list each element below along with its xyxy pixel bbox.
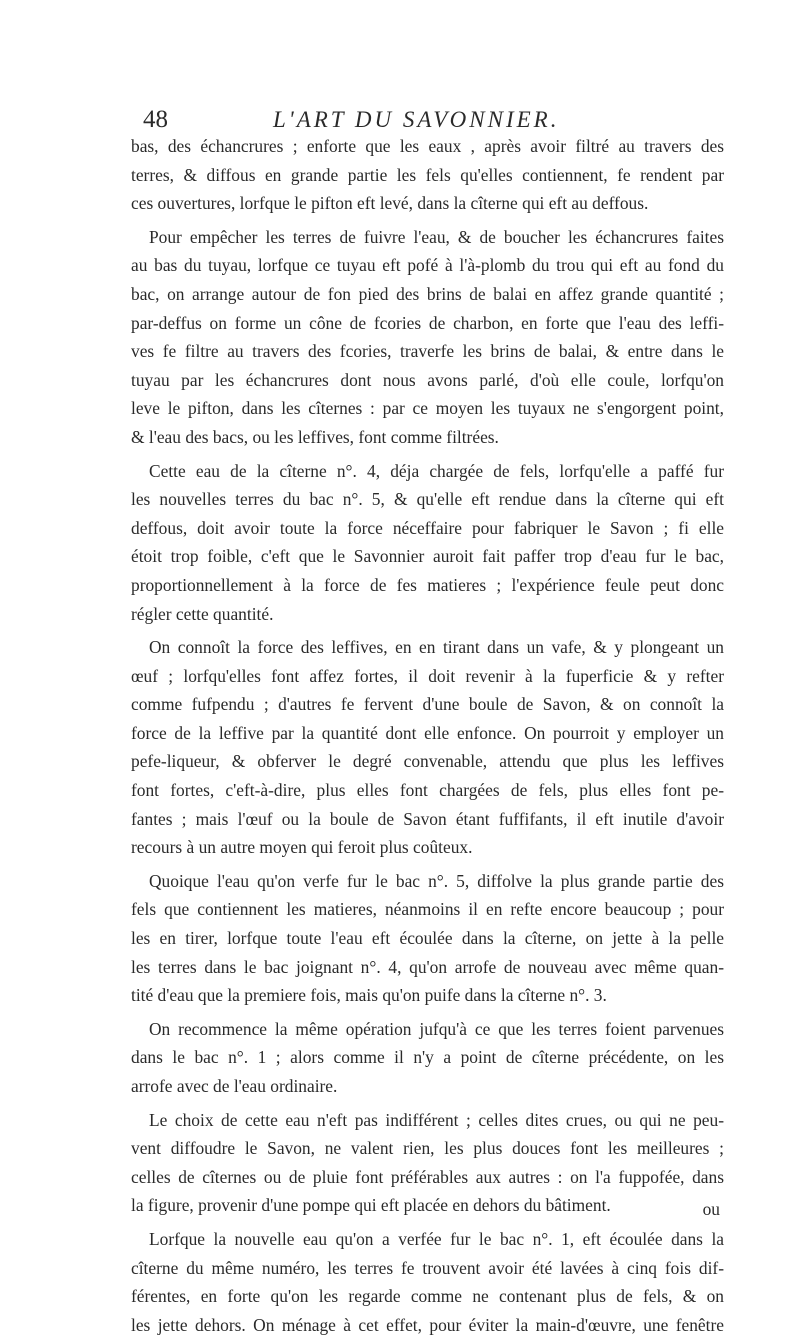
paragraph <box>131 1106 724 1220</box>
text-line: font fortes, c'eft-à-dire, plus elles font chargées de fels, plus elles font pe- <box>131 780 724 801</box>
text-line: force de la leffive par la quantité dont elle enfonce. On pourroit y employer un <box>131 722 724 743</box>
text-line: dans le bac n°. 1 ; alors comme il n'y a point de cîterne précédente, on les <box>131 1047 724 1068</box>
paragraph <box>131 457 724 629</box>
text-line: Pour empêcher les terres de fuivre l'eau, & de boucher les échancrures faites <box>149 226 724 247</box>
text-line: arrofe avec de l'eau ordinaire. <box>131 1076 338 1096</box>
text-line: Quoique l'eau qu'on verfe fur le bac n°. 5, diffolve la plus grande partie des <box>149 870 724 891</box>
paragraph <box>131 132 724 218</box>
text-line: comme fufpendu ; d'autres fe fervent d'une boule de Savon, & on connoît la <box>131 694 724 715</box>
paragraph <box>131 223 724 452</box>
text-line: tité d'eau que la premiere fois, mais qu'on puife dans la cîterne n°. 3. <box>131 985 607 1006</box>
paragraph <box>131 633 724 862</box>
text-line: proportionnellement à la force de fes matieres ; l'expérience feule peut donc <box>131 574 724 595</box>
text-line: vent diffoudre le Savon, ne valent rien, les plus douces font les meilleures ; <box>131 1138 724 1159</box>
text-line: ves fe filtre au travers des fcories, traverfe les brins de balai, & entre dans le <box>131 341 724 362</box>
text-line: les nouvelles terres du bac n°. 5, & qu'elle eft rendue dans la cîterne qui eft <box>131 489 724 510</box>
page-number: 48 <box>143 106 168 133</box>
paragraph <box>131 867 724 1010</box>
body-text <box>131 132 724 1339</box>
text-line: les terres dans le bac joignant n°. 4, qu'on arrofe de nouveau avec même quan- <box>131 956 724 977</box>
text-line: celles de cîternes ou de pluie font préférables aux autres : on l'a fuppofée, dans <box>131 1166 724 1187</box>
text-line: régler cette quantité. <box>131 603 274 624</box>
text-line: bac, on arrange autour de fon pied des brins de balai en affez grande quantité ; <box>131 283 724 304</box>
text-line: bas, des échancrures ; enforte que les eaux , après avoir filtré au travers des <box>131 136 724 156</box>
text-line: deffous, doit avoir toute la force néceffaire pour fabriquer le Savon ; fi elle <box>131 517 724 538</box>
text-line: tuyau par les échancrures dont nous avons parlé, d'où elle coule, lorfqu'on <box>131 369 724 390</box>
text-line: Lorfque la nouvelle eau qu'on a verfée fur le bac n°. 1, eft écoulée dans la <box>149 1228 724 1249</box>
text-line: fels que contiennent les matieres, néanmoins il en refte encore beaucoup ; pour <box>131 899 724 920</box>
paragraph <box>131 1015 724 1101</box>
text-line: On recommence la même opération jufqu'à ce que les terres foient parvenues <box>149 1018 724 1039</box>
running-title: L'ART DU SAVONNIER. <box>273 107 560 132</box>
text-line: férentes, en forte qu'on les regarde comme ne contenant plus de fels, & on <box>131 1286 724 1307</box>
text-line: au bas du tuyau, lorfque ce tuyau eft pofé à l'à-plomb du trou qui eft au fond du <box>131 255 724 276</box>
text-line: œuf ; lorfqu'elles font affez fortes, il doit revenir à la fuperficie & y refter <box>131 665 724 686</box>
text-line: & l'eau des bacs, ou les leffives, font comme filtrées. <box>131 426 499 447</box>
text-line: pefe-liqueur, & obferver le degré convenable, attendu que plus les leffives <box>131 751 724 772</box>
text-line: ces ouvertures, lorfque le pifton eft levé, dans la cîterne qui eft au deffous. <box>131 193 649 214</box>
text-line: On connoît la force des leffives, en en tirant dans un vafe, & y plongeant un <box>149 637 724 658</box>
text-line: les en tirer, lorfque toute l'eau eft écoulée dans la cîterne, on jette à la pelle <box>131 928 724 949</box>
text-line: recours à un autre moyen qui feroit plus coûteux. <box>131 837 473 858</box>
text-line: leve le pifton, dans les cîternes : par ce moyen les tuyaux ne s'engorgent point, <box>131 398 724 419</box>
text-line: étoit trop foible, c'eft que le Savonnier auroit fait paffer trop d'eau fur le bac, <box>131 546 724 567</box>
text-line: la figure, provenir d'une pompe qui eft placée en dehors du bâtiment. <box>131 1195 611 1216</box>
text-line: par-deffus on forme un cône de fcories de charbon, en forte que l'eau des leffi- <box>131 312 724 333</box>
text-line: les jette dehors. On ménage à cet effet, pour éviter la main-d'œuvre, une fenêtre <box>131 1314 724 1335</box>
paragraph <box>131 1225 724 1339</box>
catchword: ou <box>702 1199 720 1219</box>
text-line: Le choix de cette eau n'eft pas indifférent ; celles dites crues, ou qui ne peu- <box>149 1109 724 1130</box>
text-line: cîterne du même numéro, les terres fe trouvent avoir été lavées à cinq fois dif- <box>131 1257 724 1278</box>
text-line: terres, & diffous en grande partie les fels qu'elles contiennent, fe rendent par <box>131 164 724 185</box>
text-line: Cette eau de la cîterne n°. 4, déja chargée de fels, lorfqu'elle a paffé fur <box>149 460 724 481</box>
text-line: fantes ; mais l'œuf ou la boule de Savon étant fuffifants, il eft inutile d'avoir <box>131 808 724 829</box>
